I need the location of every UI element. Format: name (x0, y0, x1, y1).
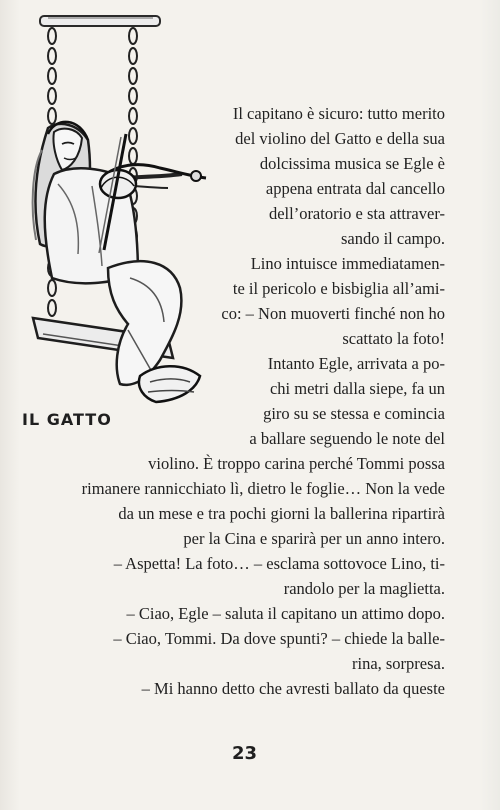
body-line: – Aspetta! La foto… – esclama sottovoce Lino, ti- (113, 554, 445, 573)
body-line: violino. È troppo carina perché Tommi possa (148, 454, 445, 473)
girl-playing-violin-on-swing-illustration (18, 8, 208, 408)
body-line: rimanere rannicchiato lì, dietro le foglie… Non la vede (81, 479, 445, 498)
body-line: rina, sorpresa. (351, 654, 445, 673)
body-line: dell’oratorio e sta attraver- (268, 204, 445, 223)
body-line: Il capitano è sicuro: tutto merito (232, 104, 445, 123)
body-line: per la Cina e sparirà per un anno intero. (183, 529, 445, 548)
body-line: del violino del Gatto e della sua (235, 129, 445, 148)
body-line: Intanto Egle, arrivata a po- (267, 354, 445, 373)
body-line: chi metri dalla siepe, fa un (269, 379, 445, 398)
page-number: 23 (232, 743, 258, 764)
body-line: appena entrata dal cancello (265, 179, 445, 198)
body-line: dolcissima musica se Egle è (259, 154, 445, 173)
body-line: – Ciao, Egle – saluta il capitano un attimo dopo. (126, 604, 445, 623)
body-line: Lino intuisce immediatamen- (250, 254, 445, 273)
body-line: co: – Non muoverti finché non ho (221, 304, 445, 323)
body-line: sando il campo. (340, 229, 445, 248)
illustration-caption: IL GATTO (22, 410, 112, 429)
body-line: – Mi hanno detto che avresti ballato da queste (141, 679, 445, 698)
body-line: te il pericolo e bisbiglia all’ami- (232, 279, 445, 298)
body-line: da un mese e tra pochi giorni la ballerina ripartirà (118, 504, 445, 523)
body-line: – Ciao, Tommi. Da dove spunti? – chiede la balle- (113, 629, 445, 648)
body-line: a ballare seguendo le note del (249, 429, 445, 448)
body-line: scattato la foto! (342, 329, 445, 348)
body-line: giro su se stessa e comincia (263, 404, 445, 423)
body-line: randolo per la maglietta. (283, 579, 445, 598)
